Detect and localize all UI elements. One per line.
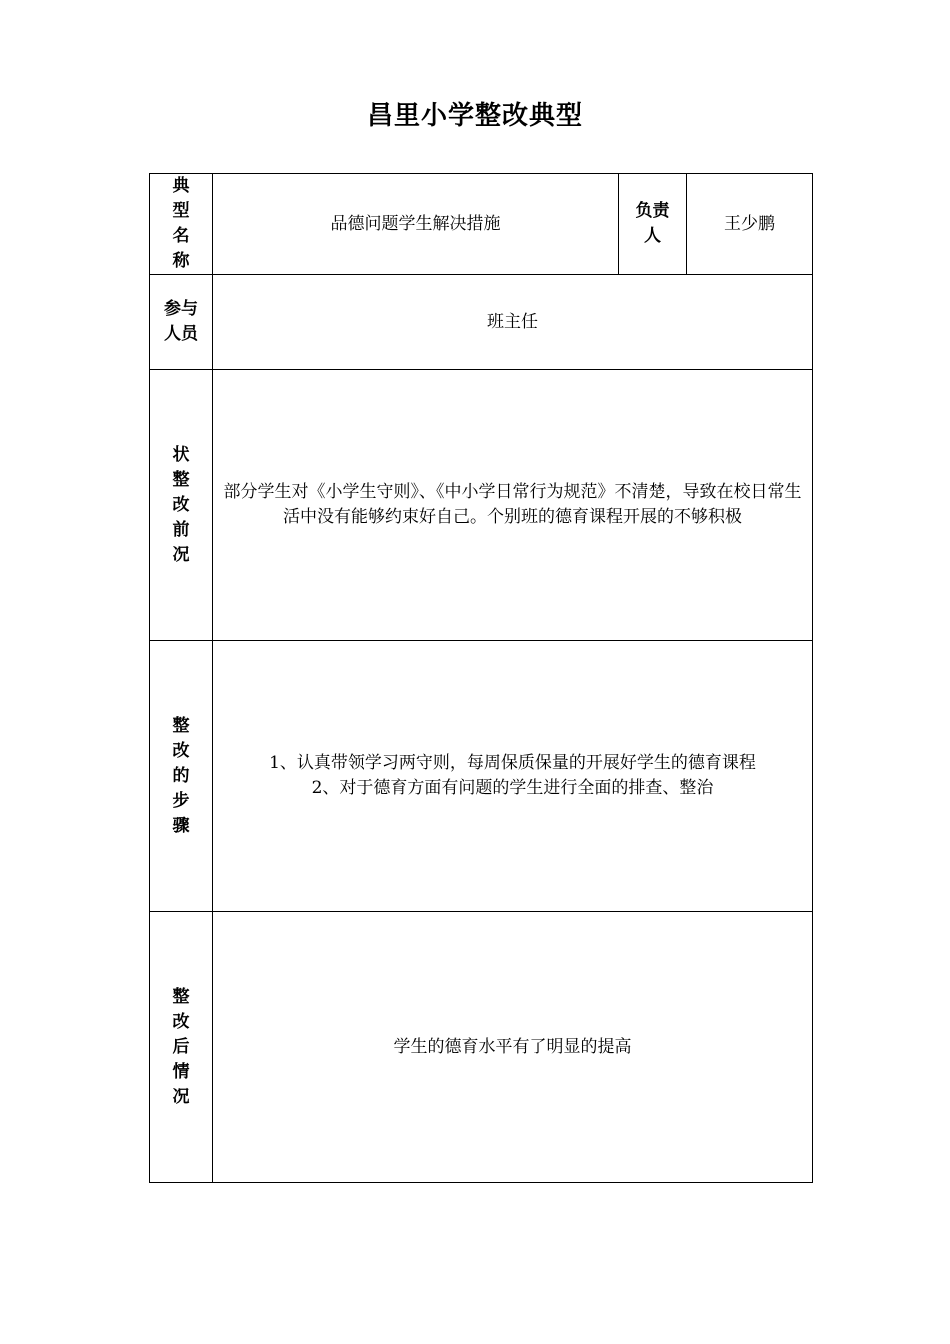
owner-label-cell xyxy=(619,174,687,275)
steps-label: 整改的步骤 xyxy=(172,715,190,836)
row-rectification-steps xyxy=(150,641,813,912)
before-label-cell xyxy=(150,370,213,641)
after-label: 整改后情况 xyxy=(172,986,190,1107)
page-title: 昌里小学整改典型 xyxy=(366,101,583,131)
owner-value-cell xyxy=(687,174,813,275)
rectification-form-table xyxy=(149,173,813,1183)
row-before-rectification xyxy=(150,370,813,641)
before-value-cell xyxy=(213,370,813,641)
after-label-cell xyxy=(150,912,213,1183)
owner-value: 王少鹏 xyxy=(724,213,775,234)
after-value: 学生的德育水平有了明显的提高 xyxy=(393,1036,632,1057)
row-participants xyxy=(150,275,813,370)
owner-label: 负责人 xyxy=(635,201,670,246)
row-after-rectification xyxy=(150,912,813,1183)
row-typical-name xyxy=(150,174,813,275)
step-item-1: 1、认真带领学习两守则，每周保质保量的开展好学生的德育课程 xyxy=(269,753,756,773)
typical-name-label-cell xyxy=(150,174,213,275)
typical-name-value-cell xyxy=(213,174,619,275)
step-item-2: 2、对于德育方面有问题的学生进行全面的排查、整治 xyxy=(311,778,714,798)
participants-label-cell xyxy=(150,275,213,370)
typical-name-label: 典型名称 xyxy=(172,176,190,271)
before-value: 部分学生对《小学生守则》、《中小学日常行为规范》不清楚，导致在校日常生活中没有能够约束好自己。个别班的德育课程开展的不够积极 xyxy=(223,482,802,527)
typical-name-value: 品德问题学生解决措施 xyxy=(330,213,501,234)
participants-value: 班主任 xyxy=(487,311,538,332)
after-value-cell xyxy=(213,912,813,1183)
steps-value-cell xyxy=(213,641,813,912)
participants-label: 参与人员 xyxy=(163,299,198,344)
participants-value-cell xyxy=(213,275,813,370)
before-label: 状整改前况 xyxy=(172,444,190,565)
steps-label-cell xyxy=(150,641,213,912)
